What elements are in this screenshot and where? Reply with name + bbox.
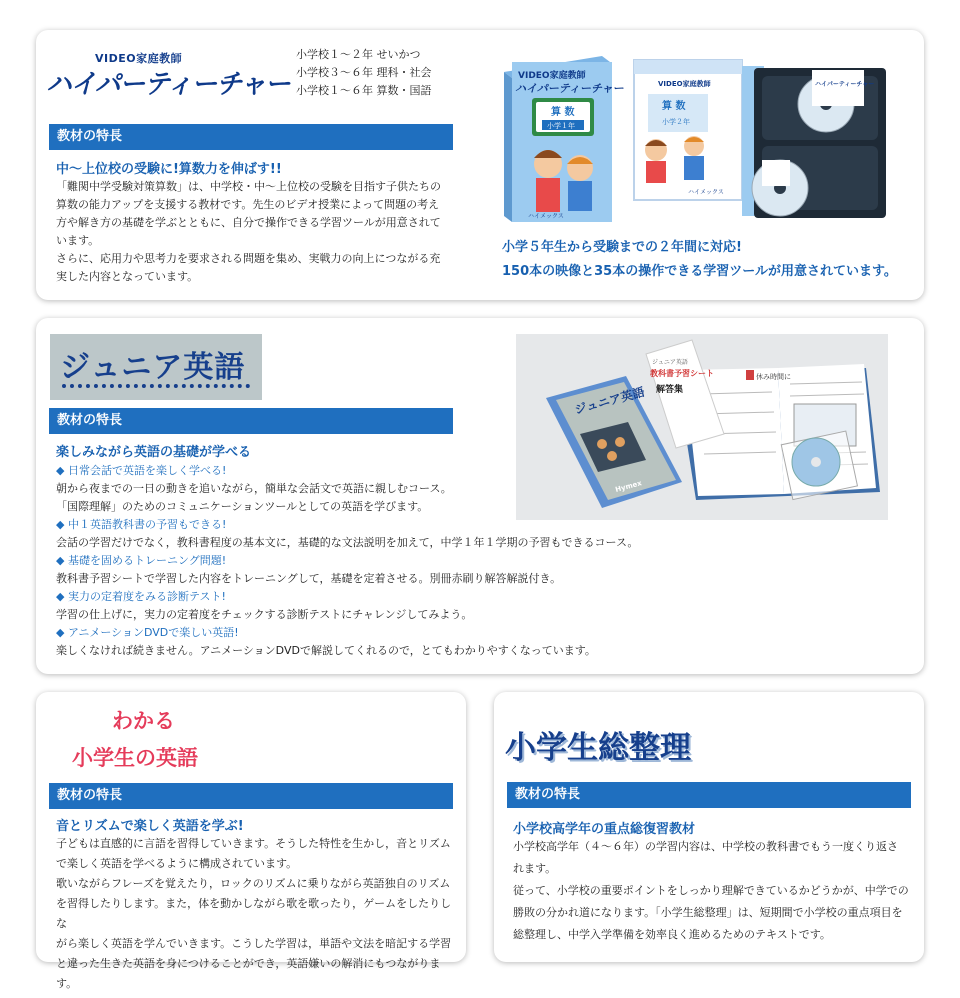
feature-bullet: ◆ アニメーションDVDで楽しい英語! xyxy=(56,626,239,639)
logo-dotted-underline xyxy=(62,384,250,388)
feature-bullet: ◆ 基礎を固めるトレーニング問題! xyxy=(56,554,227,567)
body-line: います。 xyxy=(56,234,100,247)
caption-line-2: 150本の映像と35本の操作できる学習ツールが用意されています。 xyxy=(502,264,897,279)
product-illustration xyxy=(516,334,888,520)
sheet-title: 教科書予習シート xyxy=(650,369,714,378)
feature-text: 会話の学習だけでなく，教科書程度の基本文に，基礎的な文法説明を加えて，中学１年１学期の予習もできるコース。 xyxy=(56,536,639,549)
feature-text: 楽しくなければ続きません。アニメーションDVDで解説してくれるので，とてもわかりやすくなっています。 xyxy=(56,644,596,657)
product-photo-junior-english xyxy=(516,334,888,520)
body-line: を習得したりします。また，体を動かしながら歌を歌ったり，ゲームをしたりしな xyxy=(56,897,452,930)
body-line: 子どもは直感的に言語を習得していきます。そうした特性を生かし，音とリズム xyxy=(56,837,451,850)
grade-level-3: 小学校１～６年 算数・国語 xyxy=(296,84,432,97)
junior-english-logo-text: ジュニア英語 xyxy=(60,350,246,385)
feature-text: 朝から夜までの一日の動きを追いながら，簡単な会話文で英語に親しむコース。 xyxy=(56,482,452,495)
wakaru-logo-line-2: 小学生の英語 xyxy=(72,746,198,770)
section-body xyxy=(56,178,466,286)
sheet-subtitle: 解答集 xyxy=(656,385,684,395)
disc-label: ハイパーティーチャー xyxy=(815,81,875,88)
body-line: 歌いながらフレーズを覚えたり，ロックのリズムに乗りながら英語独自のリズム xyxy=(56,877,451,890)
box-subject: 算 数 xyxy=(551,107,575,118)
sheet-small-label: ジュニア英語 xyxy=(652,359,688,366)
box-logo: VIDEO家庭教師 xyxy=(518,71,586,81)
box-grade: 小学１年 xyxy=(547,122,575,130)
caption-line-1: 小学５年生から受験までの２年間に対応! xyxy=(502,240,742,255)
case-title: ジュニア英語 xyxy=(573,384,647,417)
section-body xyxy=(513,836,917,946)
book-grade: 小学２年 xyxy=(662,118,690,126)
features-bar: 教材の特長 xyxy=(507,782,911,808)
section-body xyxy=(56,834,460,994)
hyper-teacher-logo-sub: VIDEO家庭教師 xyxy=(95,52,183,65)
body-line: と違った生きた英語を身につけることができ，英語嫌いの解消にもつながります。 xyxy=(56,957,441,990)
product-illustration xyxy=(498,46,888,226)
body-line: 小学校高学年（４～６年）の学習内容は、中学校の教科書でもう一度くり返さ xyxy=(513,840,898,853)
book-logo: VIDEO家庭教師 xyxy=(658,80,711,88)
body-line: 「難関中学受験対策算数」は、中学校・中～上位校の受験を目指す子供たちの xyxy=(56,180,441,193)
product-photo-hyper-teacher xyxy=(498,46,888,226)
junior-english-logo xyxy=(50,334,262,400)
feature-bullet: ◆ 中１英語教科書の予習もできる! xyxy=(56,518,227,531)
body-line: 勝敗の分かれ道になります。「小学生総整理」は、短期間で小学校の重点項目を xyxy=(513,906,903,919)
hyper-teacher-logo: ハイパーティーチャー xyxy=(46,69,290,100)
feature-text: 教科書予習シートで学習した内容をトレーニングして，基礎を定着させる。別冊赤刷り解答解説付き。 xyxy=(56,572,562,585)
features-bar: 教材の特長 xyxy=(49,783,453,809)
features-bar: 教材の特長 xyxy=(49,124,453,150)
book-maker: ハイメックス xyxy=(688,189,724,196)
wakaru-logo-line-1: わかる xyxy=(112,709,175,733)
page-label: 休み時間に xyxy=(756,373,791,381)
case-maker: Hymex xyxy=(614,479,643,494)
feature-text: 学習の仕上げに，実力の定着度をチェックする診断テストにチャレンジしてみよう。 xyxy=(56,608,473,621)
section-heading: 音とリズムで楽しく英語を学ぶ! xyxy=(56,819,244,834)
section-heading: 楽しみながら英語の基礎が学べる xyxy=(56,445,252,460)
grade-levels xyxy=(296,46,432,100)
body-line: で楽しく英語を学べるように構成されています。 xyxy=(56,857,298,870)
feature-text: 「国際理解」のためのコミュニケーションツールとしての英語を学びます。 xyxy=(56,500,429,513)
grade-level-1: 小学校１～２年 せいかつ xyxy=(296,48,421,61)
body-line: 算数の能力アップを支援する教材です。先生のビデオ授業によって問題の考え xyxy=(56,198,440,211)
body-line: 従って、小学校の重要ポイントをしっかり理解できているかどうかが、中学での xyxy=(513,884,909,897)
box-title: ハイパーティーチャー xyxy=(515,82,624,95)
feature-bullet: ◆ 日常会話で英語を楽しく学べる! xyxy=(56,464,227,477)
body-line: 実した内容となっています。 xyxy=(56,270,199,283)
features-bar: 教材の特長 xyxy=(49,408,453,434)
box-maker: ハイメックス xyxy=(528,213,564,220)
feature-bullet: ◆ 実力の定着度をみる診断テスト! xyxy=(56,590,226,603)
body-line: がら楽しく英語を学んでいきます。こうした学習は，単語や文法を暗記する学習 xyxy=(56,937,452,950)
grade-level-2: 小学校３～６年 理科・社会 xyxy=(296,66,432,79)
body-line: れます。 xyxy=(513,862,557,875)
book-subject: 算 数 xyxy=(662,101,686,112)
body-line: 総整理し、中学入学準備を効率良く進めるためのテキストです。 xyxy=(513,928,831,941)
body-line: さらに、応用力や思考力を要求される問題を集め、実戦力の向上につながる充 xyxy=(56,252,441,265)
section-heading: 中～上位校の受験に!算数力を伸ばす!! xyxy=(56,162,282,177)
body-line: 方や解き方の基礎を学ぶとともに、自分で操作できる学習ツールが用意されて xyxy=(56,216,441,229)
soseiri-logo: 小学生総整理 xyxy=(505,730,691,766)
section-heading: 小学校高学年の重点総復習教材 xyxy=(513,822,696,837)
